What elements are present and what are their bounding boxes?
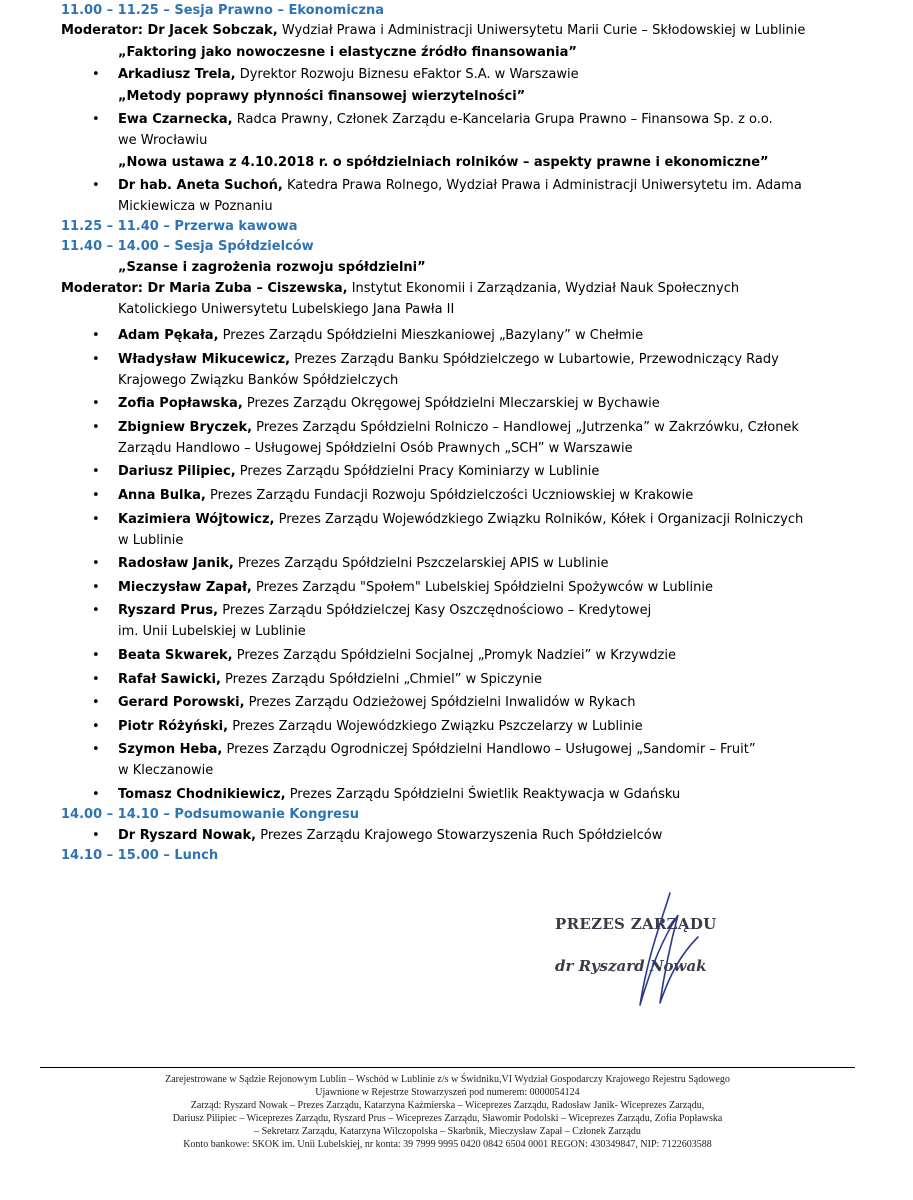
speaker-role: Prezes Zarządu Odzieżowej Spółdzielni Inwalidów w Rykach <box>244 695 636 711</box>
speaker-name: Dariusz Pilipiec, <box>118 464 236 480</box>
speaker-role: Prezes Zarządu Spółdzielni „Chmiel” w Spiczynie <box>220 671 542 687</box>
speaker-item <box>118 784 680 805</box>
speaker-name: Tomasz Chodnikiewicz, <box>118 787 286 802</box>
moderator-affiliation-continued: Katolickiego Uniwersytetu Lubelskiego Jana Pawła II <box>118 302 455 317</box>
moderator-name: Moderator: Dr Maria Zuba – Ciszewska, <box>61 281 348 296</box>
talk-title-1: „Faktoring jako nowoczesne i elastyczne źródło finansowania” <box>118 45 577 60</box>
speaker-name: Szymon Heba, <box>118 742 223 758</box>
talk-title-4: „Szanse i zagrożenia rozwoju spółdzielni” <box>118 260 426 275</box>
bullet-icon: • <box>92 67 100 82</box>
speaker-name: Radosław Janik, <box>118 556 234 572</box>
bullet-icon: • <box>92 419 100 435</box>
speaker-role-continued: we Wrocławiu <box>118 133 208 148</box>
bullet-icon: • <box>92 828 100 843</box>
speaker-role-continued: w Kleczanowie <box>118 763 214 779</box>
speaker-name: Mieczysław Zapał, <box>118 579 252 595</box>
session-heading-coffee-break: 11.25 – 11.40 – Przerwa kawowa <box>61 219 298 234</box>
bullet-icon: • <box>92 742 100 758</box>
footer-line: Ujawnione w Rejestrze Stowarzyszeń pod numerem: 0000054124 <box>315 1087 580 1098</box>
speaker-role: Prezes Zarządu Fundacji Rozwoju Spółdzielczości Uczniowskiej w Krakowie <box>205 488 694 503</box>
speaker-name: Anna Bulka, <box>118 488 206 503</box>
speaker-name: Rafał Sawicki, <box>118 671 221 687</box>
footer-line: Zarząd: Ryszard Nowak – Prezes Zarządu, Katarzyna Kaźmierska – Wiceprezes Zarządu, Radosław Janik- Wiceprezes Zarządu, <box>190 1100 705 1111</box>
speaker-item <box>118 739 756 781</box>
moderator-affiliation: Instytut Ekonomii i Zarządzania, Wydział Nauk Społecznych <box>347 281 740 296</box>
bullet-icon: • <box>92 787 100 802</box>
speaker-item <box>118 393 660 414</box>
speaker-item <box>118 112 773 127</box>
speaker-role: Prezes Zarządu Spółdzielni Pracy Kominiarzy w Lublinie <box>235 464 600 480</box>
speaker-role: Prezes Zarządu Spółdzielczej Kasy Oszczędnościowo – Kredytowej <box>218 603 652 619</box>
speaker-name: Beata Skwarek, <box>118 648 233 663</box>
talk-title-2: „Metody poprawy płynności finansowej wierzytelności” <box>118 89 526 104</box>
speaker-role: Prezes Zarządu Banku Spółdzielczego w Lubartowie, Przewodniczący Rady <box>290 351 779 367</box>
speaker-role: Prezes Zarządu Spółdzielni Mieszkaniowej „Bazylany” w Chełmie <box>218 328 644 343</box>
speaker-role: Prezes Zarządu Ogrodniczej Spółdzielni Handlowo – Usługowej „Sandomir – Fruit” <box>222 742 756 758</box>
talk-title-3: „Nowa ustawa z 4.10.2018 r. o spółdzielniach rolników – aspekty prawne i ekonomiczne” <box>118 155 769 170</box>
speaker-name: Zbigniew Bryczek, <box>118 419 253 435</box>
speaker-name: Władysław Mikucewicz, <box>118 351 291 367</box>
moderator-name: Moderator: Dr Jacek Sobczak, <box>61 23 278 38</box>
bullet-icon: • <box>92 671 100 687</box>
bullet-icon: • <box>92 464 100 480</box>
moderator-affiliation: Wydział Prawa i Administracji Uniwersytetu Marii Curie – Skłodowskiej w Lublinie <box>277 23 806 38</box>
bullet-icon: • <box>92 351 100 367</box>
speaker-role: Dyrektor Rozwoju Biznesu eFaktor S.A. w Warszawie <box>235 67 579 82</box>
speaker-item <box>118 828 662 843</box>
speaker-role-continued: Krajowego Związku Banków Spółdzielczych <box>118 372 399 388</box>
speaker-item <box>118 417 799 459</box>
bullet-icon: • <box>92 648 100 663</box>
speaker-name: Dr hab. Aneta Suchoń, <box>118 178 283 193</box>
speaker-role: Radca Prawny, Członek Zarządu e-Kancelaria Grupa Prawno – Finansowa Sp. z o.o. <box>232 112 773 127</box>
session-heading-legal-economic: 11.00 – 11.25 – Sesja Prawno – Ekonomiczna <box>61 3 385 18</box>
speaker-name: Arkadiusz Trela, <box>118 67 236 82</box>
speaker-role: Prezes Zarządu Wojewódzkiego Związku Rolników, Kółek i Organizacji Rolniczych <box>274 511 804 527</box>
speaker-name: Kazimiera Wójtowicz, <box>118 511 275 527</box>
speaker-role-continued: Mickiewicza w Poznaniu <box>118 199 273 214</box>
speaker-role-continued: w Lublinie <box>118 532 184 548</box>
speaker-item <box>118 577 713 598</box>
speaker-item <box>118 509 803 551</box>
speaker-name: Zofia Popławska, <box>118 396 243 412</box>
speaker-item <box>118 325 643 346</box>
bullet-icon: • <box>92 695 100 711</box>
session-heading-cooperatives: 11.40 – 14.00 – Sesja Spółdzielców <box>61 239 314 254</box>
bullet-icon: • <box>92 718 100 734</box>
bullet-icon: • <box>92 511 100 527</box>
speaker-item <box>118 692 635 713</box>
speaker-role: Prezes Zarządu Spółdzielni Rolniczo – Handlowej „Jutrzenka” w Zakrzówku, Członek <box>252 419 799 435</box>
signature-name: dr Ryszard Nowak <box>555 957 707 975</box>
session-heading-lunch: 14.10 – 15.00 – Lunch <box>61 848 219 863</box>
speaker-name: Adam Pękała, <box>118 328 219 343</box>
speaker-role: Prezes Zarządu "Społem" Lubelskiej Spółdzielni Spożywców w Lublinie <box>251 579 713 595</box>
speaker-item <box>118 349 779 391</box>
speaker-role: Prezes Zarządu Wojewódzkiego Związku Pszczelarzy w Lublinie <box>228 718 643 734</box>
speaker-item <box>118 485 693 506</box>
speaker-item <box>118 178 802 193</box>
bullet-icon: • <box>92 556 100 572</box>
signature-title: PREZES ZARZĄDU <box>555 915 717 933</box>
footer-divider <box>40 1067 855 1068</box>
footer-line: Zarejestrowane w Sądzie Rejonowym Lublin – Wschód w Lublinie z/s w Świdniku,VI Wydział Gospodarczy Krajowego Rejestru Sądowego <box>165 1074 730 1085</box>
speaker-name: Ewa Czarnecka, <box>118 112 233 127</box>
bullet-icon: • <box>92 488 100 503</box>
speaker-item <box>118 600 651 642</box>
footer-line: Konto bankowe: SKOK im. Unii Lubelskiej, nr konta: 39 7999 9995 0420 0842 6504 0001 REGON: 430349847, NIP: 7122603588 <box>183 1139 712 1150</box>
moderator-line-1 <box>61 23 805 38</box>
bullet-icon: • <box>92 112 100 127</box>
footer <box>40 1073 855 1151</box>
speaker-role: Prezes Zarządu Krajowego Stowarzyszenia Ruch Spółdzielców <box>256 828 663 843</box>
speaker-name: Ryszard Prus, <box>118 603 219 619</box>
moderator-line-2 <box>61 281 739 296</box>
speaker-item <box>118 67 579 82</box>
speaker-item <box>118 461 599 482</box>
signature-stamp <box>555 905 755 1015</box>
speaker-role: Prezes Zarządu Spółdzielni Socjalnej „Promyk Nadziei” w Krzywdzie <box>232 648 676 663</box>
session-heading-summary: 14.00 – 14.10 – Podsumowanie Kongresu <box>61 807 359 822</box>
speaker-name: Dr Ryszard Nowak, <box>118 828 257 843</box>
speaker-role: Katedra Prawa Rolnego, Wydział Prawa i Administracji Uniwersytetu im. Adama <box>282 178 802 193</box>
speaker-name: Piotr Różyński, <box>118 718 229 734</box>
speaker-role-continued: im. Unii Lubelskiej w Lublinie <box>118 624 306 640</box>
footer-line: Dariusz Pilipiec – Wiceprezes Zarządu, Ryszard Prus – Wiceprezes Zarządu, Sławomir Podolski – Wiceprezes Zarządu, Zofia Popławska <box>172 1113 723 1124</box>
speaker-role: Prezes Zarządu Spółdzielni Pszczelarskiej APIS w Lublinie <box>233 556 609 572</box>
bullet-icon: • <box>92 579 100 595</box>
bullet-icon: • <box>92 328 100 343</box>
speaker-role-continued: Zarządu Handlowo – Usługowej Spółdzielni Osób Prawnych „SCH” w Warszawie <box>118 440 633 456</box>
bullet-icon: • <box>92 396 100 412</box>
bullet-icon: • <box>92 178 100 193</box>
bullet-icon: • <box>92 603 100 619</box>
footer-line: – Sekretarz Zarządu, Katarzyna Wilczopolska – Skarbnik, Mieczysław Zapał – Członek Zarządu <box>254 1126 641 1137</box>
speaker-item <box>118 669 542 690</box>
speaker-role: Prezes Zarządu Spółdzielni Świetlik Reaktywacja w Gdańsku <box>285 787 681 802</box>
speaker-item <box>118 553 608 574</box>
speaker-item <box>118 716 643 737</box>
handwritten-signature-icon <box>600 885 730 1015</box>
speaker-name: Gerard Porowski, <box>118 695 245 711</box>
speaker-item <box>118 645 676 666</box>
speaker-role: Prezes Zarządu Okręgowej Spółdzielni Mleczarskiej w Bychawie <box>242 396 660 412</box>
